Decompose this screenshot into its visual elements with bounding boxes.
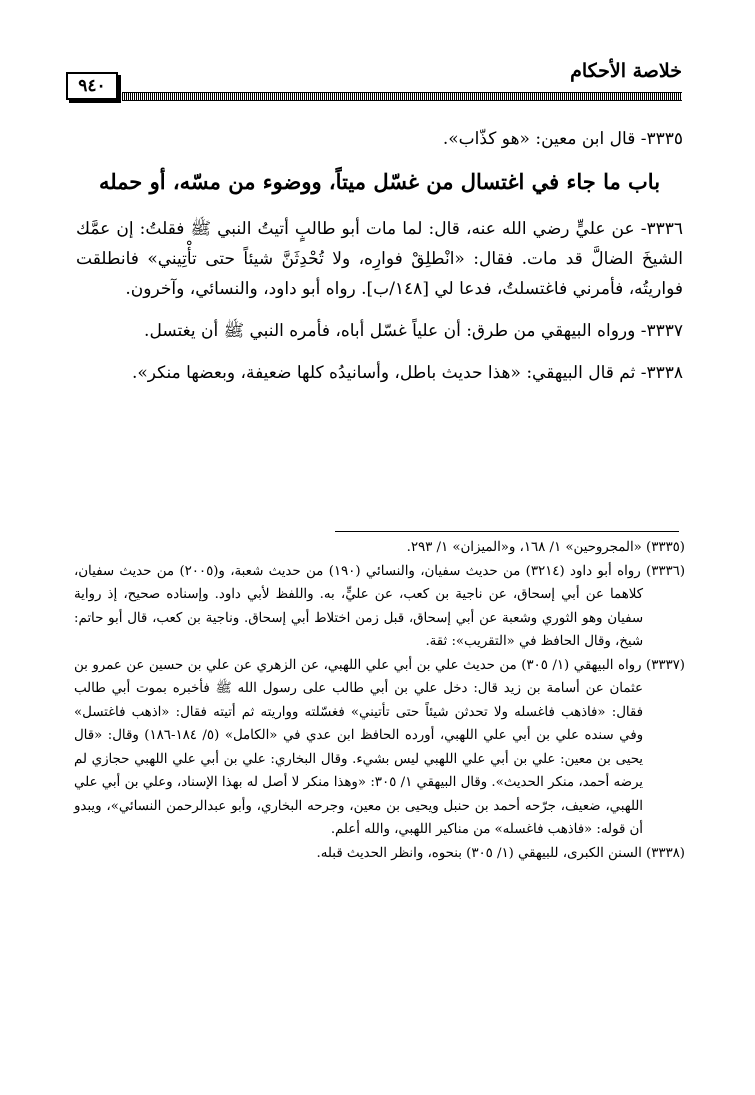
footnote-3338: (٣٣٣٨) السنن الكبرى، للبيهقي (١/ ٣٠٥) بنحوه، وانظر الحديث قبله. bbox=[316, 845, 685, 861]
footnotes bbox=[74, 536, 685, 865]
footnote-3336: (٣٣٣٦) رواه أبو داود (٣٢١٤) من حديث سفيان، والنسائي (١٩٠) من حديث شعبة، و(٢٠٠٥) من حديث سفيان، كلاهما عن أبي إسحاق، عن ناجية بن كعب، عن عليٍّ، به. واللفظ لأبي داود. وإسناده صحيح، إذ رواية سفيان وهو الثوري وشعبة عن أبي إسحاق، قبل زمن اختلاط أبي إسحاق. وناجية بن كعب، قال أبو حاتم: شيخ، وقال الحافظ في «التقريب»: ثقة. bbox=[74, 563, 686, 649]
entry-3336: ٣٣٣٦- عن عليٍّ رضي الله عنه، قال: لما مات أبو طالبٍ أتيتُ النبي ﷺ فقلتُ: إن عمَّك الشيخَ الضالَّ قد مات. فقال: «انْطلِقْ فوارِه، ولا تُحْدِثَنَّ شيئاً حتى تأْتِيني» فانطلقت فواريتُه، فأمرني فاغتسلتُ، فدعا لي [١٤٨/ب]. رواه أبو داود، والنسائي، وآخرون. bbox=[76, 219, 683, 299]
entry-3337: ٣٣٣٧- ورواه البيهقي من طرق: أن علياً غسّل أباه، فأمره النبي ﷺ أن يغتسل. bbox=[144, 321, 683, 341]
running-title: خلاصة الأحكام bbox=[570, 60, 682, 82]
page-header bbox=[66, 58, 682, 104]
footnote-3335: (٣٣٣٥) «المجروحين» ١/ ١٦٨، و«الميزان» ١/ ٢٩٣. bbox=[406, 540, 685, 555]
entry-3338: ٣٣٣٨- ثم قال البيهقي: «هذا حديث باطل، وأسانيدُه كلها ضعيفة، وبعضها منكر». bbox=[131, 363, 683, 383]
footnote-separator bbox=[335, 531, 679, 532]
page-number: ٩٤٠ bbox=[66, 72, 118, 100]
footnote-3337: (٣٣٣٧) رواه البيهقي (١/ ٣٠٥) من حديث علي بن أبي علي اللهبي، عن الزهري عن علي بن حسين عن عمرو بن عثمان عن أسامة بن زيد قال: دخل علي بن أبي طالب على رسول الله ﷺ فأخبره بموت أبي طالب فقال: «فاذهب فاغسله ولا تحدثن شيئاً حتى تأتيني» فغسّلته وواريته ثم أتيته فقال: «اذهب فاغتسل» وفي سنده علي بن أبي علي اللهبي، أورده الحافظ ابن عدي في «الكامل» (٥/ ١٨٤-١٨٦) وقال: «قال يحيى بن معين: علي بن أبي علي اللهبي ليس بشيء. وقال البخاري: علي بن أبي علي اللهبي حجازي لم يرضه أحمد، منكر الحديث». وقال البيهقي ١/ ٣٠٥: «وهذا منكر لا أصل له بهذا الإسناد، وعلي بن أبي علي اللهبي، ضعيف، جرّحه أحمد بن حنبل ويحيى بن معين، وجرحه البخاري، وأبو عبدالرحمن النسائي»، ويبدو أن قوله: «فاذهب فاغسله» من مناكير اللهبي، والله أعلم. bbox=[74, 657, 685, 837]
header-rule bbox=[122, 92, 682, 101]
entry-3335: ٣٣٣٥- قال ابن معين: «هو كذّاب». bbox=[442, 129, 683, 149]
chapter-heading: باب ما جاء في اغتسال من غسّل ميتاً، ووضوء من مسّه، أو حمله bbox=[98, 169, 661, 194]
main-text bbox=[76, 124, 683, 400]
